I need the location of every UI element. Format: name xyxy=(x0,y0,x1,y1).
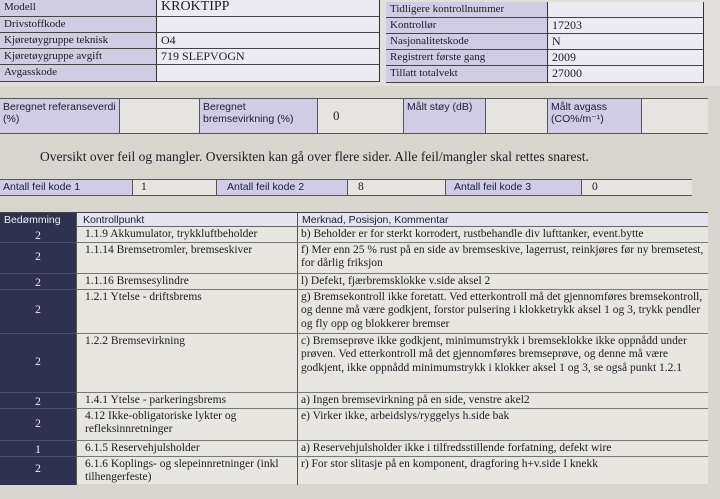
fault-counts-section xyxy=(0,179,692,196)
label-registrert-forste-gang: Registrert første gang xyxy=(386,50,548,66)
col-header-bedomming: Bedømming xyxy=(0,213,76,227)
value-malt-stoy xyxy=(486,99,548,133)
value-beregnet-referanseverdi xyxy=(120,99,200,133)
label-kjoretoygruppe-avgift: Kjøretøygruppe avgift xyxy=(0,49,157,65)
label-modell: Modell xyxy=(0,0,157,17)
value-kjoretoygruppe-avgift: 719 SLEPVOGN xyxy=(157,49,380,65)
rating-cell: 2 xyxy=(0,409,76,441)
value-antall-feil-kode-1: 1 xyxy=(133,180,217,195)
comment-cell: l) Defekt, fjærbremsklokke v.side aksel 2 xyxy=(298,274,708,290)
value-kontrollor: 17203 xyxy=(548,18,704,34)
control-point-cell: 1.1.16 Bremsesylindre xyxy=(76,274,298,290)
rating-cell: 2 xyxy=(0,393,76,409)
value-modell: KRÖKTIPP xyxy=(157,0,380,17)
control-point-cell: 1.4.1 Ytelse - parkeringsbrems xyxy=(76,393,298,409)
value-avgasskode xyxy=(157,65,380,82)
label-malt-avgass: Målt avgass (CO%/m⁻¹) xyxy=(548,99,642,133)
overview-text: Oversikt over feil og mangler. Oversikten kan gå over flere sider. Alle feil/mangler skal rettes snarest. xyxy=(40,150,589,164)
comment-cell: g) Bremsekontroll ikke foretatt. Ved etterkontroll må det gjennomføres bremsekontroll, og denne må være godkjent, forstor pulsering i klokketrykk aksel 1 og 3, trykk pendler og fly opp og blokkerer bremser xyxy=(298,290,708,334)
rating-cell: 2 xyxy=(0,334,76,393)
faults-table xyxy=(0,212,708,484)
value-antall-feil-kode-3: 0 xyxy=(592,181,598,193)
comment-cell: c) Bremseprøve ikke godkjent, minimumstrykk i bremseklokke ikke oppnådd under prøven. Ved etterkontroll må det gjennomføres bremseprøve, og denne må være godkjent, ikke oppnådd minimumstrykk i klokker aksel 1 og 3, se også punkt 1.2.1 xyxy=(298,334,708,393)
rating-cell: 2 xyxy=(0,290,76,334)
control-point-cell: 1.2.2 Bremsevirkning xyxy=(76,334,298,393)
control-point-cell: 1.1.9 Akkumulator, trykkluftbeholder xyxy=(76,227,298,243)
comment-cell: a) Ingen bremsevirkning på en side, venstre akel2 xyxy=(298,393,708,409)
vehicle-info-section xyxy=(0,0,720,86)
value-antall-feil-kode-2: 8 xyxy=(348,180,446,195)
label-antall-feil-kode-3: Antall feil kode 3 xyxy=(446,180,582,195)
comment-cell: f) Mer enn 25 % rust på en side av bremseskive, lagerrust, reinkjøres før ny bremsetest, for dårlig friksjon xyxy=(298,243,708,274)
control-point-cell: 4.12 Ikke-obligatoriske lykter og refleksinnretninger xyxy=(76,409,298,441)
value-tillatt-totalvekt: 27000 xyxy=(548,66,704,83)
value-registrert-forste-gang: 2009 xyxy=(548,50,704,66)
col-header-kontrollpunkt: Kontrollpunkt xyxy=(76,213,298,227)
control-point-cell: 1.1.14 Bremsetromler, bremseskiver xyxy=(76,243,298,274)
rating-cell: 2 xyxy=(0,227,76,243)
label-drivstoffkode: Drivstoffkode xyxy=(0,17,157,33)
value-beregnet-bremsevirkning: 0 xyxy=(318,99,404,133)
control-point-cell: 6.1.5 Reservehjulsholder xyxy=(76,441,298,457)
label-malt-stoy: Målt støy (dB) xyxy=(404,99,486,133)
label-tidligere-kontrollnummer: Tidligere kontrollnummer xyxy=(386,2,548,18)
comment-cell: a) Reservehjulsholder ikke i tilfredsstillende forfatning, defekt wire xyxy=(298,441,708,457)
control-point-cell: 6.1.6 Koplings- og slepeinnretninger (inkl tilhengerfeste) xyxy=(76,457,298,485)
value-nasjonalitetskode: N xyxy=(548,34,704,50)
label-beregnet-referanseverdi: Beregnet referanseverdi (%) xyxy=(0,99,120,133)
value-kjoretoygruppe-teknisk: O4 xyxy=(157,33,380,49)
control-point-cell: 1.2.1 Ytelse - driftsbrems xyxy=(76,290,298,334)
value-drivstoffkode xyxy=(157,17,380,33)
measurements-section xyxy=(0,98,708,134)
label-tillatt-totalvekt: Tillatt totalvekt xyxy=(386,66,548,83)
col-header-merknad: Merknad, Posisjon, Kommentar xyxy=(298,213,708,227)
rating-cell: 2 xyxy=(0,274,76,290)
label-nasjonalitetskode: Nasjonalitetskode xyxy=(386,34,548,50)
rating-cell: 1 xyxy=(0,441,76,457)
rating-cell: 2 xyxy=(0,243,76,274)
comment-cell: e) Virker ikke, arbeidslys/ryggelys h.side bak xyxy=(298,409,708,441)
label-beregnet-bremsevirkning: Beregnet bremsevirkning (%) xyxy=(200,99,318,133)
value-malt-avgass xyxy=(642,99,708,133)
label-antall-feil-kode-1: Antall feil kode 1 xyxy=(0,180,133,195)
label-antall-feil-kode-2: Antall feil kode 2 xyxy=(217,180,348,195)
comment-cell: b) Beholder er for sterkt korrodert, rustbehandle div lufttanker, event.bytte xyxy=(298,227,708,243)
value-tidligere-kontrollnummer xyxy=(548,2,704,18)
label-kjoretoygruppe-teknisk: Kjøretøygruppe teknisk xyxy=(0,33,157,49)
rating-cell: 2 xyxy=(0,457,76,485)
label-avgasskode: Avgasskode xyxy=(0,65,157,82)
comment-cell: r) For stor slitasje på en komponent, dragforing h+v.side I knekk xyxy=(301,458,599,470)
label-kontrollor: Kontrollør xyxy=(386,18,548,34)
